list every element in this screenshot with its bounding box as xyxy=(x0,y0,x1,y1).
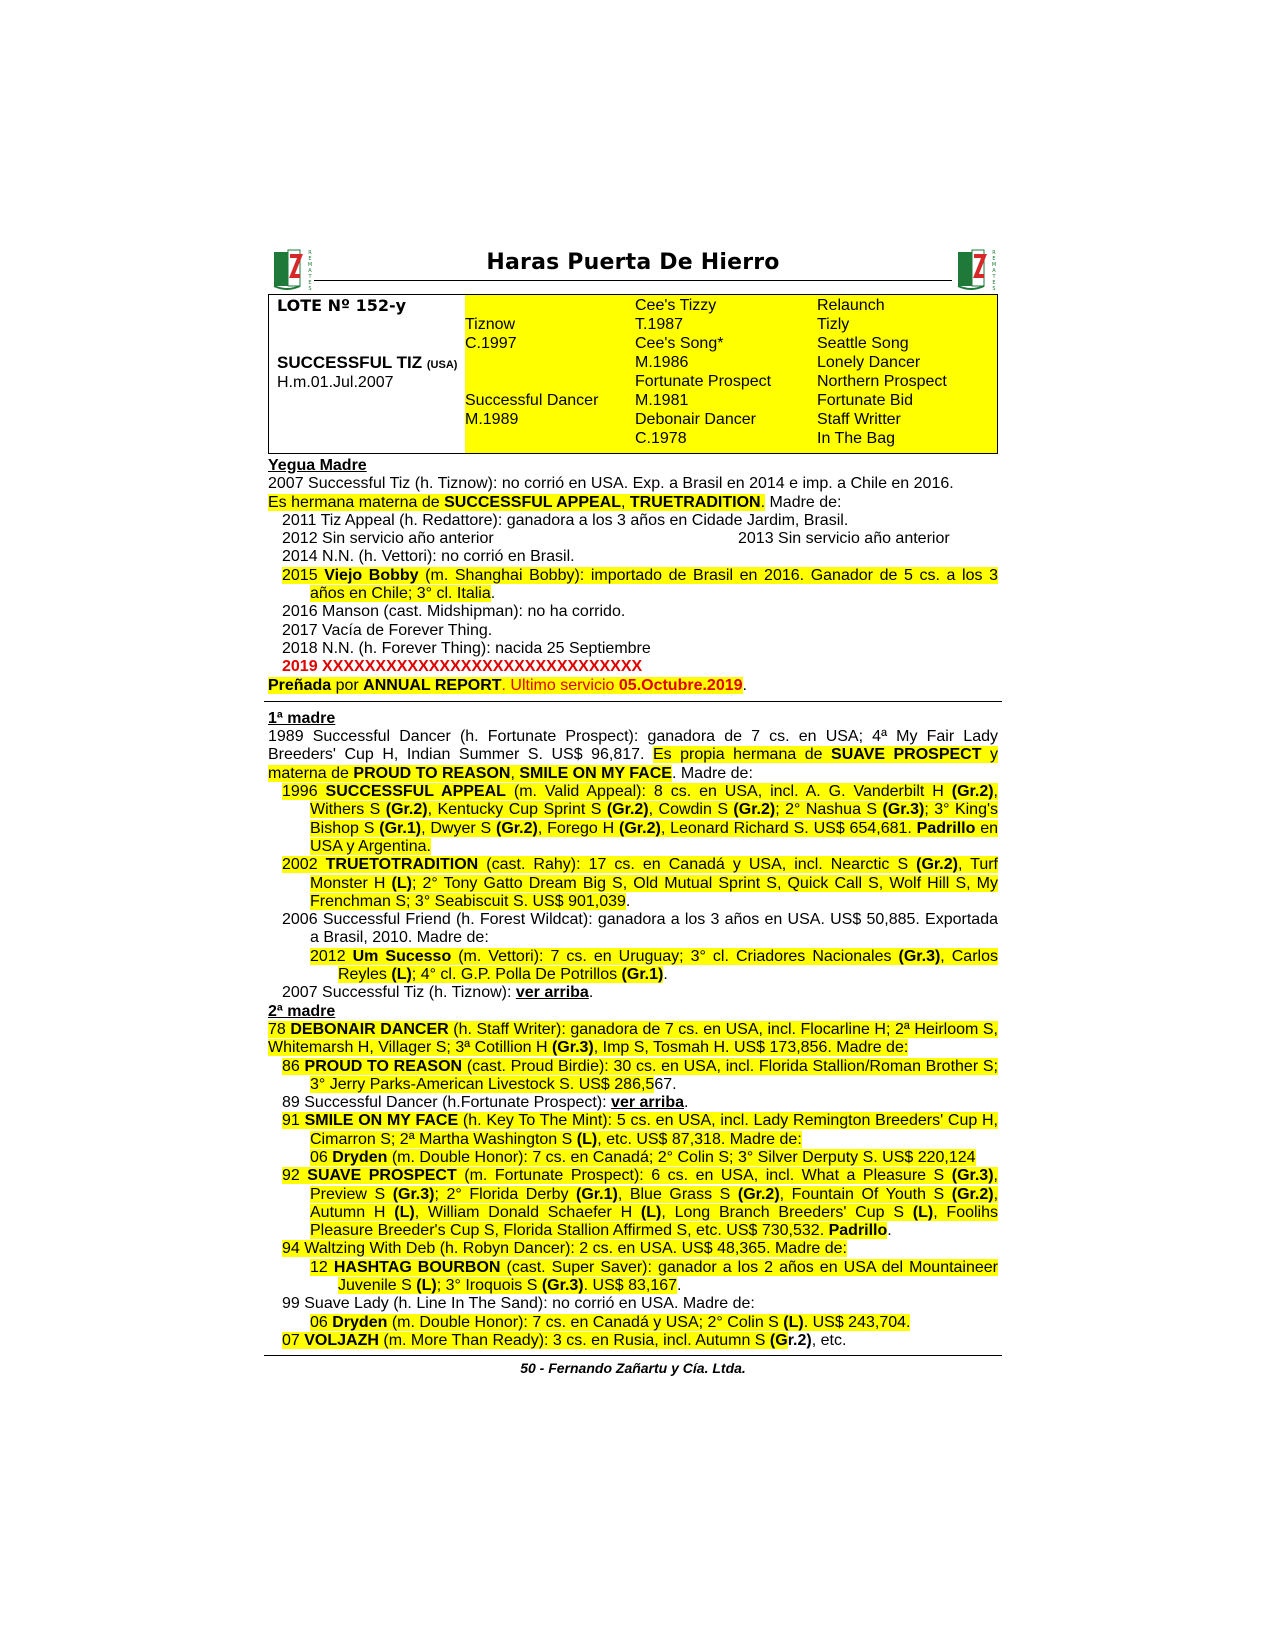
ped-cell: M.1989 xyxy=(465,411,519,428)
footer-rule xyxy=(264,1355,1002,1356)
produce-line xyxy=(268,1094,998,1112)
horse-country: (USA) xyxy=(426,359,458,371)
bold-text: Dryden xyxy=(332,1148,388,1166)
bold-text: (Gr.3) xyxy=(541,1277,584,1295)
text: . Ultimo servicio xyxy=(501,676,619,694)
text: ; 2° Nashua S xyxy=(775,801,883,819)
bold-text: Padrillo xyxy=(828,1222,888,1240)
text: . US$ 83,167 xyxy=(583,1277,678,1295)
highlight xyxy=(310,1149,976,1166)
text: , Turf Monster H xyxy=(310,856,998,892)
bold-text: TRUETOTRADITION xyxy=(325,856,479,874)
text: 92 xyxy=(282,1167,308,1185)
lot-number: LOTE Nº 152-y xyxy=(277,296,407,315)
page-title: Haras Puerta De Hierro xyxy=(486,250,780,275)
bold-text: (Gr.3) xyxy=(898,947,941,965)
bold-text: (L) xyxy=(783,1313,804,1331)
page-header xyxy=(268,246,998,294)
text: por xyxy=(331,676,364,694)
bold-text: SMILE ON MY FACE xyxy=(304,1112,459,1130)
text: 67. xyxy=(654,1075,677,1093)
produce-line xyxy=(268,1112,998,1149)
pedigree-col-parents xyxy=(465,296,598,448)
bold-text: (Gr.3) xyxy=(551,1039,594,1057)
text: . xyxy=(588,984,594,1002)
bold-text: (Gr.2) xyxy=(951,1185,994,1203)
section-divider xyxy=(264,701,1002,702)
text: , Blue Grass S xyxy=(617,1185,738,1203)
produce-line xyxy=(268,1240,998,1258)
text: , William Donald Schaefer H xyxy=(414,1203,641,1221)
text: . xyxy=(887,1222,892,1240)
text: , Dwyer S xyxy=(421,819,497,837)
catalog-page xyxy=(268,246,998,1378)
bold-text: TRUETRADITION xyxy=(629,493,761,511)
svg-text:E: E xyxy=(308,256,312,262)
text: , Leonard Richard S. US$ 654,681. xyxy=(660,819,917,837)
highlight xyxy=(268,1021,998,1056)
pedigree-col-great-grandparents xyxy=(817,296,947,448)
bold-text: (Gr.2) xyxy=(733,801,776,819)
produce-line xyxy=(268,948,998,985)
ped-cell: Tiznow xyxy=(465,316,516,333)
bold-text: (L) xyxy=(576,1130,598,1148)
text: 89 Successful Dancer (h.Fortunate Prospect): xyxy=(282,1094,612,1112)
bold-text: DEBONAIR DANCER xyxy=(290,1020,449,1038)
bold-text: SUCCESSFUL APPEAL xyxy=(444,493,622,511)
pregnancy-line xyxy=(268,677,998,695)
text: , etc. US$ 87,318. Madre de: xyxy=(597,1130,802,1148)
highlight xyxy=(282,1058,998,1093)
produce-line xyxy=(268,783,998,856)
text: y materna de xyxy=(268,746,998,782)
produce-line xyxy=(268,1259,998,1296)
bold-text: (L) xyxy=(391,966,412,984)
produce-line xyxy=(268,530,998,548)
ped-cell: C.1978 xyxy=(635,430,687,447)
bold-text: Padrillo xyxy=(916,819,976,837)
produce-line xyxy=(268,1332,998,1350)
ped-cell: C.1997 xyxy=(465,335,517,352)
produce-line: 2016 Manson (cast. Midshipman): no ha corrido. xyxy=(282,603,626,621)
text: ; 2° Florida Derby xyxy=(434,1185,577,1203)
ped-cell: Staff Writter xyxy=(817,411,901,428)
highlight xyxy=(310,948,998,983)
produce-line: 2006 Successful Friend (h. Forest Wildcat): ganadora a los 3 años en USA. US$ 50,885. Exportada a Brasil, 2010. Madre de: xyxy=(282,911,998,947)
text: (cast. Proud Birdie): 30 cs. en USA, incl. Florida Stallion/Roman Brother S; 3° Jerry Parks-American Livestock S. US$ 286,5 xyxy=(310,1057,998,1093)
svg-text:R: R xyxy=(992,250,996,256)
text: , etc. xyxy=(811,1331,847,1349)
bold-text: Dryden xyxy=(332,1313,388,1331)
bold-text: HASHTAG BOURBON xyxy=(333,1258,501,1276)
produce-line xyxy=(268,567,998,604)
horse-name-text: SUCCESSFUL TIZ xyxy=(277,353,423,372)
ped-cell: M.1986 xyxy=(635,354,689,371)
bold-text: (G xyxy=(769,1331,788,1349)
ped-cell: Northern Prospect xyxy=(817,373,947,390)
svg-text:T: T xyxy=(308,274,312,280)
ped-cell: Cee's Song* xyxy=(635,335,724,352)
bold-text: (Gr.2) xyxy=(496,819,538,837)
text: 91 xyxy=(282,1112,305,1130)
bold-text: (Gr.2) xyxy=(737,1185,780,1203)
pedigree-col-grandparents xyxy=(635,296,771,448)
svg-text:M: M xyxy=(991,262,997,268)
madre1-intro xyxy=(268,728,998,783)
bold-text: (Gr.2) xyxy=(606,801,649,819)
text: , Kentucky Cup Sprint S xyxy=(427,801,607,819)
text: 07 xyxy=(282,1331,305,1349)
horse-name xyxy=(273,353,461,375)
text: 2002 xyxy=(282,856,326,874)
text: (cast. Rahy): 17 cs. en Canadá y USA, incl. Nearctic S xyxy=(478,856,917,874)
yegua-intro xyxy=(268,475,998,512)
text: , Forego H xyxy=(537,819,620,837)
text: . Madre de: xyxy=(671,764,753,782)
ped-cell: Lonely Dancer xyxy=(817,354,921,371)
catalog-body xyxy=(268,457,998,1378)
highlight xyxy=(282,1112,998,1147)
text: (cast. Super Saver): ganador a los 2 años en USA del Mountaineer Juvenile S xyxy=(338,1258,999,1295)
produce-line: 2017 Vacía de Forever Thing. xyxy=(282,621,493,639)
highlight xyxy=(310,1314,910,1331)
ped-cell: Fortunate Bid xyxy=(817,392,914,409)
text: 86 xyxy=(282,1057,305,1075)
svg-text:E: E xyxy=(308,280,312,286)
highlight xyxy=(268,677,743,694)
bold-text: (Gr.2) xyxy=(619,819,661,837)
svg-text:T: T xyxy=(992,274,996,280)
section-heading: Yegua Madre xyxy=(268,457,367,474)
text: 06 xyxy=(310,1313,333,1331)
bold-text: (Gr.3) xyxy=(882,801,925,819)
text: 2013 Sin servicio año anterior xyxy=(738,530,950,548)
svg-text:E: E xyxy=(992,280,996,286)
text: en USA y Argentina. xyxy=(310,819,998,855)
bold-text: (Gr.2) xyxy=(916,856,958,874)
text: , Fountain Of Youth S xyxy=(779,1185,952,1203)
highlight xyxy=(268,494,765,511)
produce-line xyxy=(268,984,998,1002)
text: (m. Double Honor): 7 cs. en Canadá y USA; 2° Colin S xyxy=(387,1313,784,1331)
text: , xyxy=(510,764,520,782)
bold-text: (Gr.2) xyxy=(385,801,428,819)
highlight: 94 Waltzing With Deb (h. Robyn Dancer): 2 cs. en USA. US$ 48,365. Madre de: xyxy=(282,1240,847,1258)
ped-cell: Seattle Song xyxy=(817,335,909,352)
text: Madre de: xyxy=(765,493,842,511)
produce-line: 2014 N.N. (h. Vettori): no corrió en Brasil. xyxy=(282,548,575,566)
produce-line xyxy=(268,1167,998,1240)
bold-text: (Gr.1) xyxy=(379,819,422,837)
bold-text: r.2) xyxy=(787,1331,812,1349)
text: 1989 Successful Dancer (h. Fortunate Prospect): ganadora de 7 cs. en USA; 4ª My Fair Lady Breeders' Cup H, Indian Summer S. US$ 96,817. xyxy=(268,728,998,764)
text: . xyxy=(760,493,766,511)
text: . xyxy=(663,966,668,984)
text: . xyxy=(683,1094,689,1112)
produce-line: 99 Suave Lady (h. Line In The Sand): no corrió en USA. Madre de: xyxy=(282,1295,755,1313)
bold-text: (L) xyxy=(640,1203,662,1221)
text: , Long Branch Breeders' Cup S xyxy=(661,1203,913,1221)
madre2-intro xyxy=(268,1021,998,1058)
bold-text: Preñada xyxy=(268,676,332,694)
bold-text: Viejo Bobby xyxy=(324,566,419,584)
text: , xyxy=(621,493,630,511)
text: . xyxy=(625,892,631,910)
text: ; 3° Iroquois S xyxy=(436,1277,542,1295)
bold-text: (Gr.1) xyxy=(576,1185,618,1203)
pedigree-table xyxy=(268,294,998,454)
produce-line xyxy=(268,1149,998,1167)
produce-line xyxy=(268,856,998,911)
bold-text: (L) xyxy=(391,874,412,892)
text: 2007 Successful Tiz (h. Tiznow): xyxy=(282,984,516,1002)
ped-cell: Debonair Dancer xyxy=(635,411,756,428)
bold-text: (Gr.2) xyxy=(951,783,994,801)
svg-text:A: A xyxy=(308,268,312,274)
ped-cell: Relaunch xyxy=(817,297,885,314)
text: , Preview S xyxy=(310,1167,998,1203)
ped-cell xyxy=(465,429,598,448)
header-rule xyxy=(314,280,952,281)
section-heading: 2ª madre xyxy=(268,1002,336,1020)
text: 1996 xyxy=(282,783,326,801)
text: , Carlos Reyles xyxy=(338,947,998,984)
text: 2012 xyxy=(310,947,353,965)
highlight xyxy=(282,856,998,910)
section-heading: 1ª madre xyxy=(268,709,336,727)
ped-cell xyxy=(465,296,598,315)
highlight xyxy=(282,1332,788,1349)
bold-text: PROUD TO REASON xyxy=(304,1057,463,1075)
highlight xyxy=(282,567,998,602)
ped-cell: Fortunate Prospect xyxy=(635,373,772,390)
text: (m. Shanghai Bobby): importado de Brasil en 2016. Ganador de 5 cs. a los 3 años en Chile; 3° cl. Italia xyxy=(310,566,999,603)
text: . US$ 243,704. xyxy=(803,1313,911,1331)
svg-text:S: S xyxy=(992,286,996,290)
svg-text:R: R xyxy=(308,250,312,256)
text: . xyxy=(742,676,747,694)
text: (m. More Than Ready): 3 cs. en Rusia, incl. Autumn S xyxy=(378,1331,770,1349)
highlight xyxy=(282,783,998,855)
text: Es propia hermana de xyxy=(652,746,832,764)
bold-text: (Gr.1) xyxy=(621,966,664,984)
text: . xyxy=(490,585,496,603)
text: 78 xyxy=(268,1020,291,1038)
text: , Imp S, Tosmah H. US$ 173,856. Madre de: xyxy=(593,1039,909,1057)
bold-text: SUAVE PROSPECT xyxy=(307,1167,457,1185)
text: (m. Vettori): 7 cs. en Uruguay; 3° cl. Criadores Nacionales xyxy=(451,947,899,965)
bold-text: SMILE ON MY FACE xyxy=(519,764,672,782)
text: 2007 Successful Tiz (h. Tiznow): no corrió en USA. Exp. a Brasil en 2014 e imp. a Chile en 2016. xyxy=(268,475,954,493)
bold-text: 05.Octubre.2019 xyxy=(618,676,743,694)
text: . xyxy=(677,1277,682,1295)
text: (m. Fortunate Prospect): 6 cs. en USA, incl. What a Pleasure S xyxy=(456,1167,952,1185)
bold-text: PROUD TO REASON xyxy=(353,764,511,782)
text: (h. Staff Writer): ganadora de 7 cs. en USA, incl. Flocarline H; 2ª Heirloom S, Whitemarsh H, Villager S; 3ª Cotillion H xyxy=(268,1020,999,1057)
bold-text: SUCCESSFUL APPEAL xyxy=(325,783,506,801)
produce-line: 2018 N.N. (h. Forever Thing): nacida 25 Septiembre xyxy=(282,639,651,657)
page-footer: 50 - Fernando Zañartu y Cía. Ltda. xyxy=(520,1360,746,1377)
svg-text:M: M xyxy=(307,262,313,268)
text: ; 4° cl. G.P. Polla De Potrillos xyxy=(411,966,622,984)
ped-cell: T.1987 xyxy=(635,316,684,333)
produce-line: 2011 Tiz Appeal (h. Redattore): ganadora a los 3 años en Cidade Jardim, Brasil. xyxy=(282,511,849,529)
bold-text: VOLJAZH xyxy=(304,1331,379,1349)
text: , Autumn H xyxy=(310,1185,999,1221)
text: 06 xyxy=(310,1148,333,1166)
ped-cell: Cee's Tizzy xyxy=(635,297,717,314)
ped-cell: Tizly xyxy=(817,316,850,333)
bold-text: Um Sucesso xyxy=(352,947,452,965)
svg-text:A: A xyxy=(992,268,996,274)
bold-text: ANNUAL REPORT xyxy=(363,676,502,694)
bold-text: (L) xyxy=(912,1203,934,1221)
text: (m. Valid Appeal): 8 cs. en USA, incl. A. G. Vanderbilt H xyxy=(505,783,952,801)
text: Es hermana materna de xyxy=(268,493,445,511)
produce-line xyxy=(268,1314,998,1332)
see-above-link: ver arriba xyxy=(515,984,589,1002)
bold-text: (Gr.3) xyxy=(392,1185,435,1203)
text: 12 xyxy=(310,1258,334,1276)
bold-text: (L) xyxy=(394,1203,415,1221)
svg-text:S: S xyxy=(308,286,312,290)
bold-text: SUAVE PROSPECT xyxy=(831,746,982,764)
ped-cell: In The Bag xyxy=(817,430,895,447)
text: 2012 Sin servicio año anterior xyxy=(282,530,494,548)
ped-cell: M.1981 xyxy=(635,392,689,409)
produce-line: 2019 XXXXXXXXXXXXXXXXXXXXXXXXXXXXXX xyxy=(282,658,643,676)
ped-cell: Successful Dancer xyxy=(465,392,599,409)
text: 2015 xyxy=(282,566,325,584)
text: (m. Double Honor): 7 cs. en Canadá; 2° Colin S; 3° Silver Derputy S. US$ 220,124 xyxy=(387,1148,976,1166)
produce-line xyxy=(268,1058,998,1095)
svg-text:E: E xyxy=(992,256,996,262)
text: (h. Key To The Mint): 5 cs. en USA, incl. Lady Remington Breeders' Cup H, Cimarron S; 2ª Martha Washington S xyxy=(310,1112,998,1148)
text: ; 3° King's Bishop S xyxy=(310,801,999,837)
bold-text: (L) xyxy=(416,1277,437,1295)
text: ; 2° Tony Gatto Dream Big S, Old Mutual Sprint S, Quick Call S, Wolf Hill S, My Frenchman S; 3° Seabiscuit S. US$ 901,039 xyxy=(310,874,998,910)
see-above-link: ver arriba xyxy=(611,1094,684,1112)
bold-text: (Gr.3) xyxy=(951,1167,994,1185)
horse-birth: H.m.01.Jul.2007 xyxy=(277,374,394,391)
highlight xyxy=(310,1259,998,1294)
ped-cell xyxy=(465,372,598,391)
text: , Withers S xyxy=(310,783,998,819)
text: , Foolihs Pleasure Breeder's Cup S, Florida Stallion Affirmed S, etc. US$ 730,532. xyxy=(310,1203,999,1240)
remates-logo-right xyxy=(954,246,1000,290)
ped-cell xyxy=(465,353,598,372)
text: , Cowdin S xyxy=(648,801,734,819)
